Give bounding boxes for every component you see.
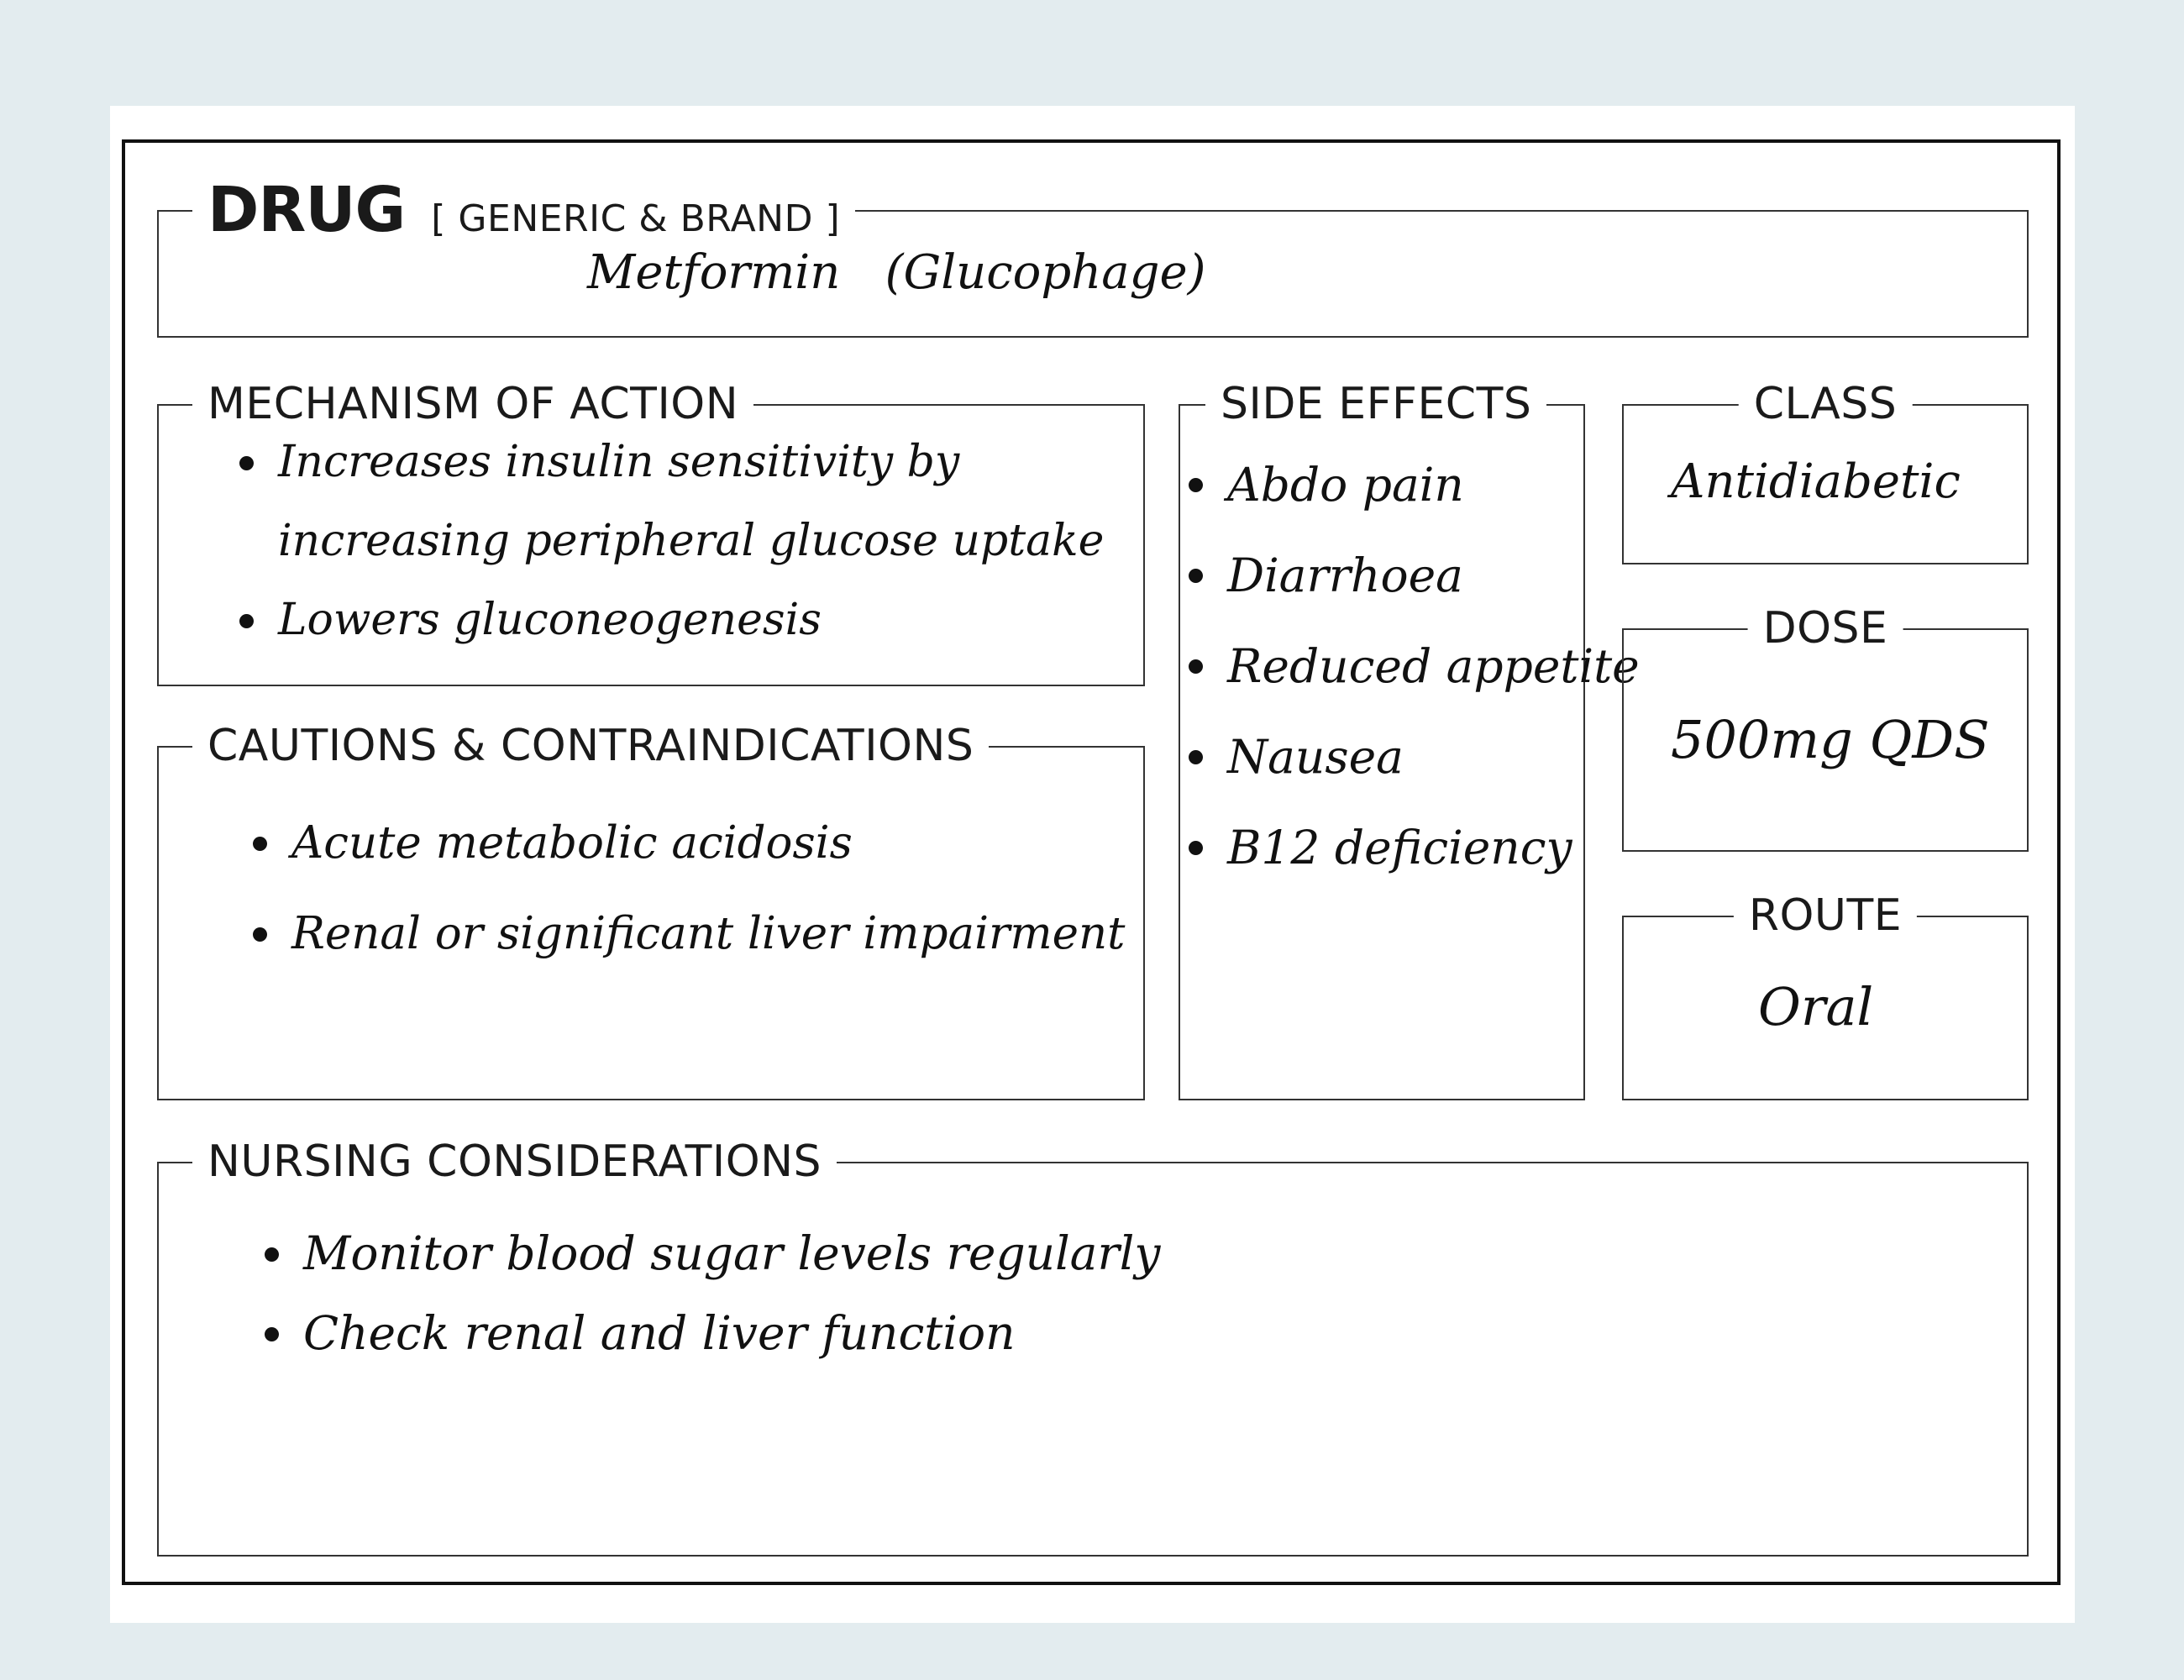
- cautions-list: [253, 798, 1125, 979]
- class-value: Antidiabetic: [1671, 454, 1961, 509]
- side-effects-box: [1179, 379, 1640, 1100]
- mechanism-label: MECHANISM OF ACTION: [192, 377, 753, 431]
- cautions-label: CAUTIONS & CONTRAINDICATIONS: [192, 719, 989, 773]
- list-item: [1189, 530, 1640, 621]
- side-effect-item-2: Diarrhoea: [1227, 549, 1463, 602]
- cautions-box: [157, 721, 1145, 1100]
- list-item: [265, 1294, 1160, 1373]
- class-box: [1622, 379, 2029, 564]
- cautions-item-2: Renal or significant liver impairment: [291, 908, 1126, 959]
- nursing-label: NURSING CONSIDERATIONS: [192, 1135, 837, 1189]
- drug-card-sheet: [110, 106, 2075, 1623]
- list-item: [1189, 802, 1640, 893]
- side-effect-item-1: Abdo pain: [1227, 458, 1464, 512]
- drug-title: DRUG: [207, 174, 406, 246]
- mechanism-item-3: Lowers gluconeogenesis: [278, 595, 822, 645]
- side-effects-label: SIDE EFFECTS: [1205, 377, 1546, 431]
- nursing-box: [157, 1137, 2029, 1557]
- drug-subtitle: [ GENERIC & BRAND ]: [431, 197, 841, 240]
- side-effect-item-5: B12 deficiency: [1227, 821, 1572, 874]
- card-outer-frame: [122, 139, 2061, 1585]
- dose-label: DOSE: [1748, 601, 1903, 655]
- side-effect-item-3: Reduced appetite: [1227, 639, 1640, 693]
- route-label: ROUTE: [1734, 889, 1917, 942]
- side-effects-list: [1189, 439, 1640, 893]
- dose-box: [1622, 603, 2029, 852]
- nursing-item-2: Check renal and liver function: [303, 1306, 1016, 1360]
- nursing-item-1: Monitor blood sugar levels regularly: [303, 1226, 1161, 1280]
- list-item: [265, 1214, 1160, 1294]
- list-item: [253, 889, 1125, 979]
- list-item: [1189, 621, 1640, 711]
- list-item: [1189, 711, 1640, 802]
- list-item-continuation: [239, 501, 1104, 580]
- drug-box: [157, 174, 2029, 338]
- mechanism-box: [157, 379, 1145, 686]
- side-effect-item-4: Nausea: [1227, 730, 1404, 784]
- dose-value: 500mg QDS: [1671, 709, 1990, 770]
- class-label: CLASS: [1739, 377, 1913, 431]
- list-item: [253, 798, 1125, 889]
- nursing-list: [265, 1214, 1160, 1373]
- list-item: [239, 580, 1104, 659]
- mechanism-item-2: increasing peripheral glucose uptake: [278, 516, 1105, 566]
- route-box: [1622, 890, 2029, 1100]
- drug-name-value: Metformin (Glucophage): [587, 245, 1206, 300]
- cautions-item-1: Acute metabolic acidosis: [291, 817, 853, 869]
- route-value: Oral: [1758, 976, 1874, 1037]
- list-item: [239, 423, 1104, 501]
- mechanism-list: [239, 423, 1104, 659]
- mechanism-item-1: Increases insulin sensitivity by: [278, 437, 960, 487]
- list-item: [1189, 439, 1640, 530]
